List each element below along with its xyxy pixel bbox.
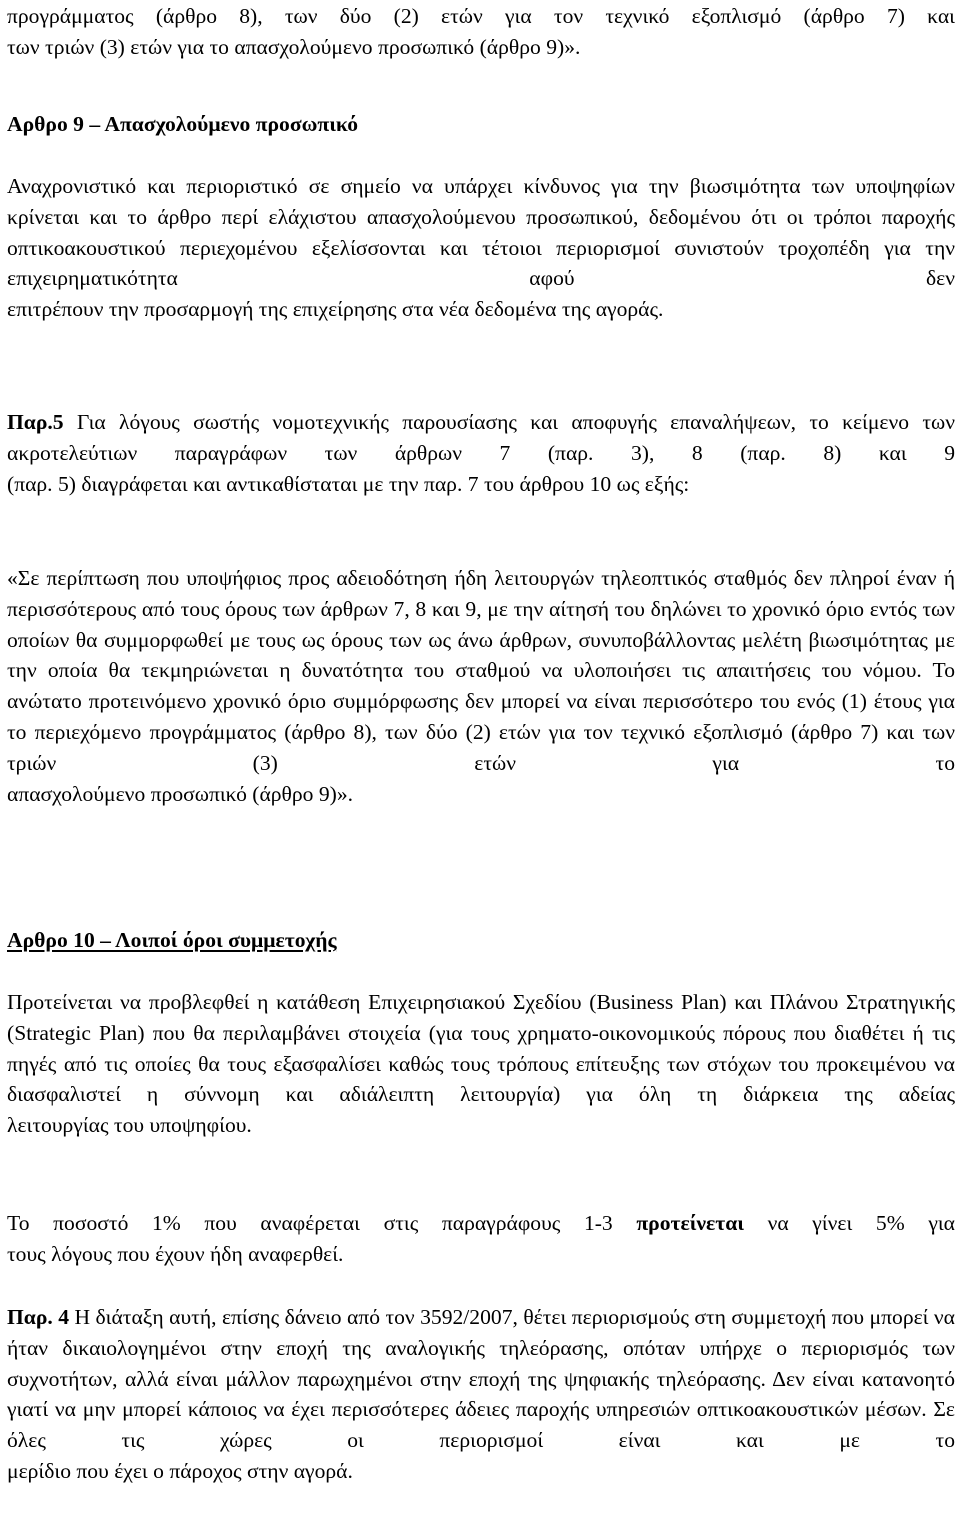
article-10-paragraph-1 <box>7 987 955 1141</box>
article-9-body <box>7 171 955 325</box>
article-10-p1-last: λειτουργίας του υποψηφίου. <box>7 1113 252 1138</box>
par-4-label: Παρ. 4 <box>7 1305 70 1329</box>
par-5-paragraph <box>7 407 955 499</box>
intro-line-1: προγράμματος (άρθρο 8), των δύο (2) ετών για τον τεχνικό εξοπλισμό (άρθρο 7) και <box>7 4 955 28</box>
article-10-p2-bold: προτείνεται <box>636 1211 744 1235</box>
quoted-text <box>7 563 955 809</box>
article-10-paragraph-2 <box>7 1208 955 1270</box>
par-5-last: (παρ. 5) διαγράφεται και αντικαθίσταται με την παρ. 7 του άρθρου 10 ως εξής: <box>7 471 690 496</box>
intro-paragraph <box>7 1 955 63</box>
par-4-last: μερίδιο που έχει ο πάροχος στην αγορά. <box>7 1458 353 1483</box>
article-10-p1-text: Προτείνεται να προβλεφθεί η κατάθεση Επιχειρησιακού Σχεδίου (Business Plan) και Πλάνου Στρατηγικής (Strategic Plan) που θα περιλαμβάνει στοιχεία (για τους χρηματο-οικονομικούς πόρους που διαθέτει ή τις πηγές από τις οποίες θα τους εξασφαλίσει καθώς τους τρόπους επίτευξης των στόχων του προκειμένου να διασφαλιστεί η σύννομη και αδιάλειπτη λειτουργία) για όλη τη διάρκεια της αδείας <box>7 990 955 1107</box>
par-4-paragraph <box>7 1302 955 1487</box>
article-10-p2-before: Το ποσοστό 1% που αναφέρεται στις παραγράφους 1-3 <box>7 1211 637 1235</box>
quoted-text-last: απασχολούμενο προσωπικό (άρθρο 9)». <box>7 781 354 806</box>
par-4-text: Η διάταξη αυτή, επίσης δάνειο από τον 3592/2007, θέτει περιορισμούς στη συμμετοχή που μπορεί να ήταν δικαιολογημένοι στην εποχή της αναλογικής τηλεόρασης, οπόταν υπήρχε ο περιορισμός των συχνοτήτων, αλλά είναι μάλλον παρωχημένοι στην εποχή της ψηφιακής τηλεόρασης. Δεν είναι κατανοητό γιατί να μην μπορεί κάποιος να έχει περισσότερες άδειες παροχής υπηρεσιών οπτικοακουστικών μέσων. Σε όλες τις χώρες οι περιορισμοί είναι και με το <box>7 1305 955 1453</box>
article-10-p2-last: τους λόγους που έχουν ήδη αναφερθεί. <box>7 1241 344 1266</box>
article-10-heading: Αρθρο 10 – Λοιποί όροι συμμετοχής <box>7 928 337 952</box>
article-10-p2-line-1 <box>7 1208 955 1239</box>
intro-line-2: των τριών (3) ετών για το απασχολούμενο προσωπικό (άρθρο 9)». <box>7 34 581 59</box>
article-9-heading: Αρθρο 9 – Απασχολούμενο προσωπικό <box>7 112 359 136</box>
article-10-p2-after: να γίνει 5% για <box>743 1211 955 1235</box>
par-5-text: Για λόγους σωστής νομοτεχνικής παρουσίασης και αποφυγής επαναλήψεων, το κείμενο των ακροτελεύτιων παραγράφων των άρθρων 7 (παρ. 3), 8 (παρ. 8) και 9 <box>7 410 955 465</box>
par-5-label: Παρ.5 <box>7 410 64 434</box>
par-5-justified <box>7 407 955 469</box>
article-9-body-last: επιτρέπουν την προσαρμογή της επιχείρησης στα νέα δεδομένα της αγοράς. <box>7 297 664 322</box>
article-9-body-text: Αναχρονιστικό και περιοριστικό σε σημείο να υπάρχει κίνδυνος για την βιωσιμότητα των υποψηφίων κρίνεται και το άρθρο περί ελάχιστου απασχολούμενου προσωπικού, δεδομένου ότι οι τρόποι παροχής οπτικοακουστικού περιεχομένου εξελίσσονται και τέτοιοι περιορισμοί συνιστούν τροχοπέδη για την επιχειρηματικότητα αφού δεν <box>7 174 955 291</box>
quoted-text-body: «Σε περίπτωση που υποψήφιος προς αδειοδότηση ήδη λειτουργών τηλεοπτικός σταθμός δεν πληροί έναν ή περισσότερους από τους όρους των άρθρων 7, 8 και 9, με την αίτησή του δηλώνει το χρονικό όριο εντός των οποίων θα συμμορφωθεί με τους ως όρους των ως άνω άρθρων, συνυποβάλλοντας μελέτη βιωσιμότητας με την οποία θα τεκμηριώνεται η δυνατότητα του σταθμού να υλοποιήσει τις απαιτήσεις του νόμου. Το ανώτατο προτεινόμενο χρονικό όριο συμμόρφωσης δεν μπορεί να είναι περισσότερο του ενός (1) έτους για το περιεχόμενο προγράμματος (άρθρο 8), των δύο (2) ετών για τον τεχνικό εξοπλισμό (άρθρο 7) και των τριών (3) ετών για το <box>7 566 955 775</box>
par-4-justified <box>7 1302 955 1456</box>
